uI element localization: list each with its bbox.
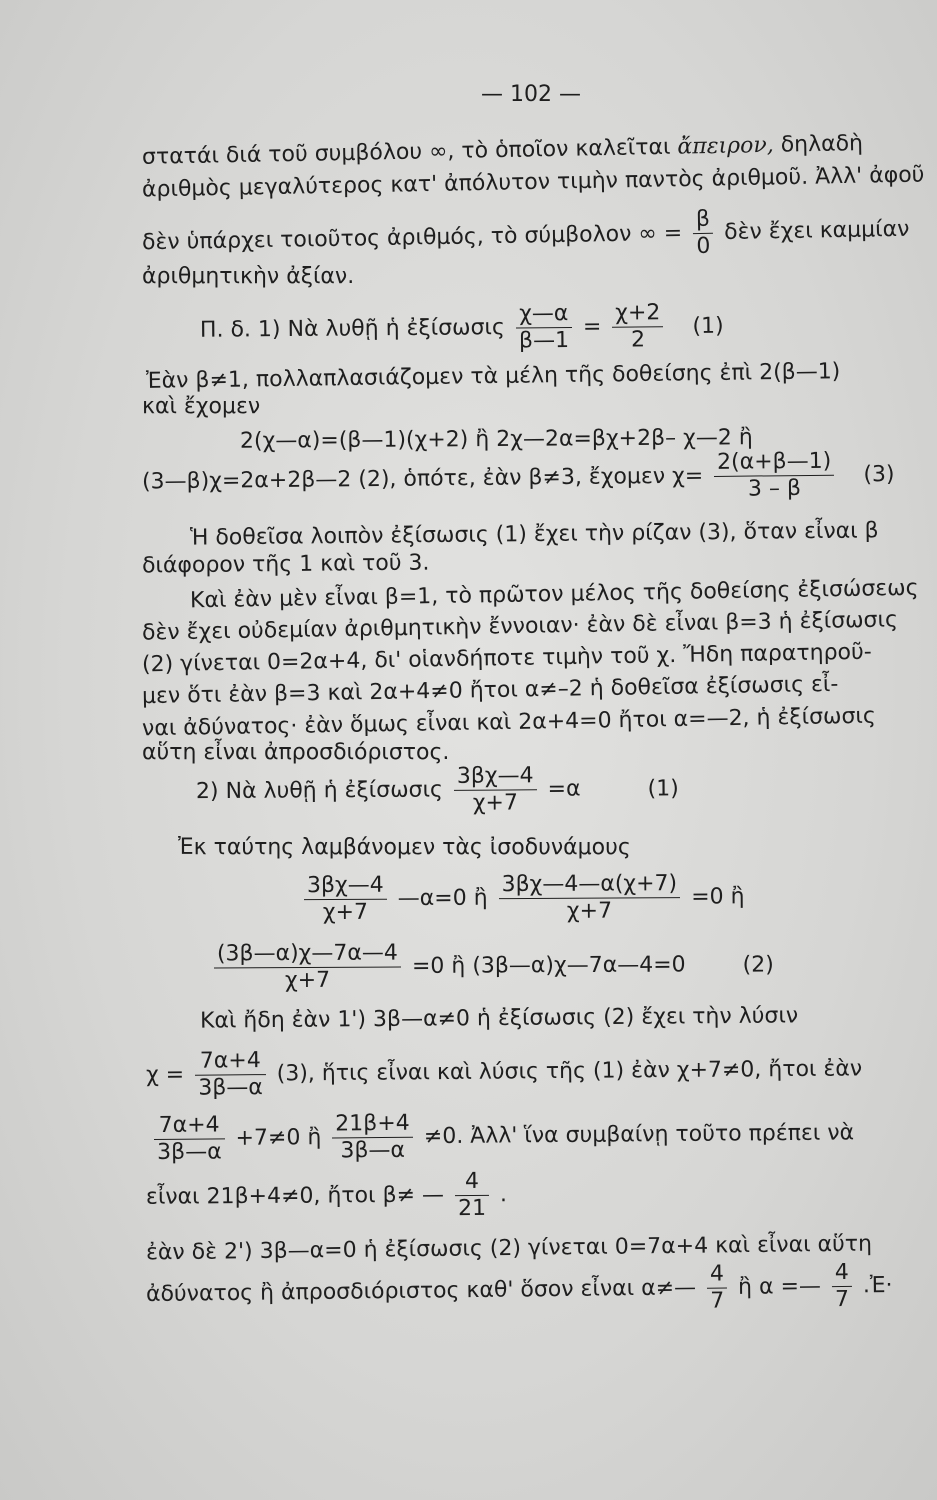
equation-line: χ = $\frac{7\alpha+4}{3\beta—\alpha}$ (3), ἥτις εἶναι καὶ λύσις τῆς (1) ἐὰν χ+7≠0, ἤτοι ἐὰν bbox=[145, 1048, 863, 1101]
equation-line: $\frac{7\alpha+4}{3\beta—\alpha}$ +7≠0 ἢ $\frac{21\beta+4}{3\beta—\alpha}$ ≠0. Ἀλλ' ἵνα συμβαίνῃ τοῦτο πρέπει νὰ bbox=[150, 1107, 855, 1166]
fraction: $\frac{7\alpha+4}{3\beta—\alpha}$ bbox=[154, 1112, 225, 1166]
fraction: $\frac{3\beta\chi—4—\alpha(\chi+7)}{\chi+7}$ bbox=[498, 871, 680, 925]
text-line: Καὶ ἐὰν μὲν εἶναι β=1, τὸ πρῶτον μέλος τῆς δοθείσης ἐξισώσεως bbox=[189, 575, 919, 614]
equation-line: ἀδύνατος ἢ ἀπροσδιόριστος καθ' ὅσον εἶναι α≠— $\frac{4}{7}$ ἢ α =— $\frac{4}{7}$ .Ἐ· bbox=[145, 1259, 893, 1314]
fraction: $\frac{\beta}{0}$ bbox=[693, 207, 714, 260]
equation-line: $\frac{(3\beta—\alpha)\chi—7\alpha—4}{\chi+7}$ =0 ἢ (3β—α)χ—7α—4=0 (2) bbox=[210, 939, 774, 995]
fraction: $\frac{4}{21}$ bbox=[455, 1169, 489, 1222]
fraction: $\frac{\chi—\alpha}{\beta—1}$ bbox=[516, 301, 573, 354]
text-line: Ἐὰν β≠1, πολλαπλασιάζομεν τὰ μέλη τῆς δοθείσης ἐπὶ 2(β—1) bbox=[145, 359, 841, 394]
text-line: στατάι διά τοῦ συμβόλου ∞, τὸ ὁποῖον καλεῖται ἄπειρον, δηλαδὴ bbox=[141, 131, 864, 170]
equation-line: εἶναι 21β+4≠0, ἤτοι β≠ — $\frac{4}{21}$ . bbox=[145, 1168, 508, 1222]
text-line: Ἡ δοθεῖσα λοιπὸν ἐξίσωσις (1) ἔχει τὴν ρίζαν (3), ὅταν εἶναι β bbox=[189, 518, 879, 551]
equation-ref: (1) bbox=[647, 775, 679, 802]
fraction: $\frac{7\alpha+4}{3\beta—\alpha}$ bbox=[195, 1048, 266, 1102]
text-line: Ἐκ ταύτης λαμβάνομεν τὰς ἰσοδυνάμους bbox=[178, 835, 631, 860]
fraction: $\frac{2(\alpha+\beta—1)}{3 - \beta}$ bbox=[714, 449, 835, 503]
fraction: $\frac{\chi+2}{2}$ bbox=[612, 300, 664, 353]
equation-line: $\frac{3\beta\chi—4}{\chi+7}$ —α=0 ἢ $\frac{3\beta\chi—4—\alpha(\chi+7)}{\chi+7}$ =0 ἢ bbox=[300, 871, 745, 926]
text-line: ἀριθμὸς μεγαλύτερος κατ' ἀπόλυτον τιμὴν παντὸς ἀριθμοῦ. Ἀλλ' ἀφοῦ bbox=[141, 162, 925, 203]
equation-ref: (2) bbox=[742, 952, 774, 978]
equation-line: 2(χ—α)=(β—1)(χ+2) ἢ 2χ—2α=βχ+2β– χ—2 ἢ bbox=[239, 425, 753, 454]
fraction: $\frac{4}{7}$ bbox=[832, 1260, 853, 1313]
text-line: διάφορον τῆς 1 καὶ τοῦ 3. bbox=[141, 550, 430, 579]
fraction: $\frac{21\beta+4}{3\beta—\alpha}$ bbox=[332, 1111, 413, 1165]
page-number: — 102 — bbox=[481, 82, 581, 107]
text-line: καὶ ἔχομεν bbox=[142, 394, 261, 419]
equation-line: 2) Νὰ λυθῇ ἡ ἐξίσωσις $\frac{3\beta\chi—4}{\chi+7}$ =α (1) bbox=[195, 763, 679, 816]
equation-ref: (1) bbox=[692, 313, 724, 339]
text-line: αὕτη εἶναι ἀπροσδιόριστος. bbox=[142, 740, 450, 765]
text-line: Καὶ ἤδη ἐὰν 1') 3β—α≠0 ἡ ἐξίσωσις (2) ἔχει τὴν λύσιν bbox=[199, 1003, 799, 1034]
equation-ref: (3) bbox=[863, 461, 895, 487]
text-line: (2) γίνεται 0=2α+4, δι' οἱανδήποτε τιμὴν τοῦ χ. Ἤδη παρατηροῦ- bbox=[141, 639, 872, 678]
fraction: $\frac{3\beta\chi—4}{\chi+7}$ bbox=[304, 873, 387, 926]
text-line: ναι ἀδύνατος· ἐὰν ὅμως εἶναι καὶ 2α+4=0 ἤτοι α=—2, ἡ ἐξίσωσις bbox=[141, 703, 876, 742]
fraction: $\frac{3\beta\chi—4}{\chi+7}$ bbox=[454, 763, 537, 817]
text-line: μεν ὅτι ἐὰν β=3 καὶ 2α+4≠0 ἤτοι α≠–2 ἡ δοθεῖσα ἐξίσωσις εἶ- bbox=[141, 671, 839, 710]
text-line: ἐὰν δὲ 2') 3β—α=0 ἡ ἐξίσωσις (2) γίνεται 0=7α+4 καὶ εἶναι αὕτη bbox=[145, 1231, 873, 1266]
fraction: $\frac{(3\beta—\alpha)\chi—7\alpha—4}{\chi+7}$ bbox=[214, 940, 401, 994]
equation-line: (3—β)χ=2α+2β—2 (2), ὁπότε, ἐὰν β≠3, ἔχομεν χ= $\frac{2(\alpha+\beta—1)}{3 - \beta}$ (3) bbox=[141, 448, 895, 502]
text-line: ἀριθμητικὴν ἀξίαν. bbox=[142, 264, 355, 289]
text-line: δὲν ὑπάρχει τοιοῦτος ἀριθμός, τὸ σύμβολον ∞ = $\frac{\beta}{0}$ δὲν ἔχει καμμίαν bbox=[141, 206, 910, 260]
equation-line: Π. δ. 1) Νὰ λυθῇ ἡ ἐξίσωσις $\frac{\chi—\alpha}{\beta—1}$ = $\frac{\chi+2}{2}$ (1) bbox=[199, 300, 724, 354]
text-line: δὲν ἔχει οὐδεμίαν ἀριθμητικὴν ἔννοιαν· ἐὰν δὲ εἶναι β=3 ἡ ἐξίσωσις bbox=[141, 607, 899, 646]
fraction: $\frac{4}{7}$ bbox=[707, 1261, 728, 1314]
